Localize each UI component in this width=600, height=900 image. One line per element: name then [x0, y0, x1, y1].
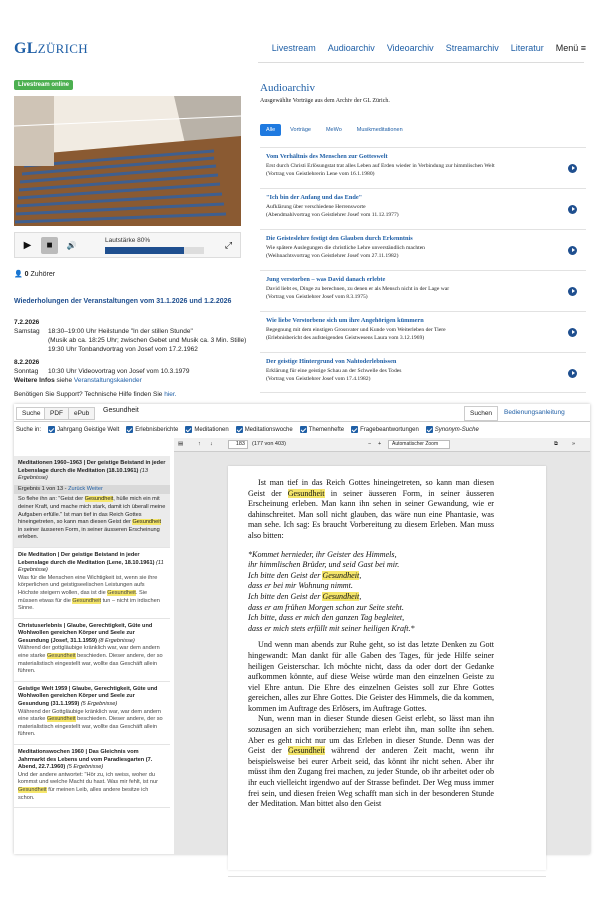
schedule-line: (Musik ab ca. 18:25 Uhr; zwischen Gebet und Musik ca. 3 Min. Stille) — [48, 337, 247, 344]
snippet-text: , hülle mich ein mit deiner Kraft, und mache mich stark, damit ich überall meine Aufgaben erfülle." Ist man tief in das Reich Gottes hineingetreten, so kann man diesen Geist der — [18, 496, 166, 526]
play-icon[interactable] — [568, 246, 577, 255]
text-highlight: Gesundheit — [287, 488, 325, 498]
filter-musikmeditationen[interactable]: Musikmeditationen — [356, 127, 403, 133]
snippet-highlight: Gesundheit — [46, 653, 76, 660]
next-page-icon[interactable]: ↓ — [210, 441, 213, 447]
result-snippet — [18, 575, 166, 613]
schedule-line: 19:30 Uhr Tonbandvortrag von Josef vom 17.2.1962 — [48, 346, 198, 353]
scope-option-label: Synonym-Suche — [434, 426, 479, 433]
scope-option[interactable] — [300, 426, 344, 433]
volume-label: Lautstärke 80% — [105, 237, 151, 244]
volume-fill — [105, 247, 184, 254]
verse-line — [248, 571, 494, 582]
info-prefix: Weitere Infos — [14, 377, 55, 384]
result-title[interactable] — [18, 686, 166, 709]
listener-count — [14, 270, 55, 278]
repeats-heading: Wiederholungen der Veranstaltungen vom 31.1.2026 und 1.2.2026 — [14, 298, 232, 305]
talk-title[interactable]: "Ich bin der Anfang und das Ende" — [266, 194, 363, 201]
talk-item[interactable] — [260, 188, 586, 229]
pdf-page — [228, 466, 546, 870]
pdf-toolbar — [174, 438, 590, 452]
talk-meta: (Vortrag von Geistlehrer Josef vom 17.4.1982) — [266, 376, 371, 382]
verse-line: dass er mich stets erfüllt mit seiner heiligen Kraft.* — [248, 623, 415, 633]
verse-line: *Kommet hernieder, ihr Geister des Himmels, — [248, 549, 397, 559]
talk-description: Erklärung für eine geistige Schau an der Schwelle des Todes — [266, 368, 402, 374]
snippet-highlight: Gesundheit — [84, 496, 114, 503]
result-title-text: Die Meditation | Der geistige Beistand in jeder Lebenslage durch die Meditation (Lene, 18.10.1961) — [18, 551, 155, 566]
snippet-text: . Sie müssen etwas für die — [18, 589, 148, 604]
talk-meta: (Vortrag von Geistlehrer Josef vom 8.3.1975) — [266, 294, 368, 300]
snippet-text: für meinen Leib, alles andere besitze ich schon. — [18, 786, 149, 801]
talk-item[interactable] — [260, 311, 586, 352]
talk-title[interactable]: Die Geisteslehre festigt den Glauben durch Erkenntnis — [266, 235, 413, 242]
pdf-viewer — [174, 438, 590, 854]
search-bar — [14, 404, 590, 422]
audioarchiv-title: Audioarchiv — [260, 82, 315, 94]
result-navigation — [14, 485, 170, 495]
talk-list — [260, 147, 586, 393]
stop-button[interactable]: ■ — [41, 237, 58, 254]
more-tools-icon[interactable]: » — [572, 441, 576, 447]
result-title[interactable] — [18, 749, 166, 772]
verse-line: Ich bitte, dass er mich den ganzen Tag begleitet, — [248, 613, 405, 623]
scope-option[interactable] — [185, 426, 228, 433]
text-run: in seiner äusseren Form, in seiner äusseren Erscheinung erleben. Man kann ihn sehen in seiner Gewandung, wie er dahinschreitet. Man soll nicht glauben, das wäre nun eine Phantasie, was man sehe. Ich sag: Es braucht Vorbereitung zu diesem Erleben. Man muss also bitten: — [248, 488, 494, 540]
checkbox-icon[interactable] — [126, 426, 133, 433]
result-item[interactable] — [14, 745, 170, 808]
result-snippet — [18, 496, 166, 542]
text-run: Ich bitte den Geist der — [248, 570, 321, 580]
result-title[interactable] — [18, 552, 166, 575]
audio-player — [14, 232, 241, 258]
snippet-highlight: Gesundheit — [18, 786, 47, 793]
talk-item[interactable] — [260, 147, 586, 188]
help-text: Benötigen Sie Support? Technische Hilfe finden Sie — [14, 391, 163, 398]
scope-option-label: Jahrgang Geistige Welt — [57, 426, 120, 433]
talk-description: Wie spätere Auslegungen die christliche Lehre unverständlich machten — [266, 245, 425, 251]
present-mode-icon[interactable]: ⧉ — [554, 441, 558, 447]
auditorium-photo — [14, 96, 241, 226]
search-panel — [14, 404, 590, 854]
nav-videoarchiv[interactable]: Videoarchiv — [386, 43, 434, 53]
header-divider — [258, 62, 584, 63]
talk-description: Begegnung mit dem einstigen Grossvater und Kunde vom Weiterleben der Tiere — [266, 327, 446, 333]
snippet-text: in seiner äusseren Form, in seiner äusseren Erscheinung erleben. — [18, 526, 160, 541]
scope-option[interactable] — [126, 426, 178, 433]
nav-streamarchiv[interactable]: Streamarchiv — [445, 43, 499, 53]
page-number-input[interactable]: 183 — [228, 440, 248, 449]
scope-option-label: Meditationswoche — [244, 426, 293, 433]
result-snippet — [18, 709, 166, 739]
search-input[interactable]: Gesundheit — [103, 407, 139, 414]
talk-title[interactable]: Vom Verhältnis des Menschen zur Gotteswelt — [266, 153, 388, 160]
tab-pdf[interactable]: PDF — [44, 407, 69, 420]
checkbox-icon[interactable] — [48, 426, 55, 433]
snippet-text: Was für die Menschen eine Wichtigkeit ist, wenn sie ihre körperlichen und geistigseelischen Leistungen aufs Höchste steigern wollen, das ist die — [18, 574, 158, 596]
zoom-in-icon[interactable]: + — [378, 441, 382, 447]
verse-line — [248, 592, 494, 603]
result-snippet — [18, 645, 166, 675]
logo-gl: GL — [14, 40, 38, 57]
livestream-status-badge: Livestream online — [14, 80, 73, 90]
schedule-lines — [48, 327, 246, 354]
scope-option[interactable] — [351, 426, 419, 433]
checkbox-icon[interactable] — [426, 426, 433, 433]
talk-meta: (Weihnachtsvortrag von Geistlehrer Josef vom 27.11.1982) — [266, 253, 399, 259]
volume-slider[interactable] — [105, 247, 204, 254]
play-icon[interactable] — [568, 287, 577, 296]
snippet-text: tun – nicht im irdischen Sinne. — [18, 597, 160, 612]
text-run: Ist man tief in das Reich Gottes hineingetreten, so kann man diesen Geist der — [248, 478, 494, 498]
site-logo[interactable] — [14, 40, 88, 58]
text-run: Ich bitte den Geist der — [248, 591, 321, 601]
text-run: während der anderen Zeit macht, wenn ihr beispielsweise bei eurer Arbeit seid, das könnt ihr nicht sehen. Aber ihr müsst ihm den Zugang frei machen, zu jeder Stunde, ob ihr arbeitet oder ob ihr euch vielleicht irgendwo auf der Strasse befindet. Der Weg muss immer frei sein, und diesen freien Weg schafft man sich in der besonderen Stunde der Meditation. Man bittet also den Geist — [248, 746, 494, 809]
scope-option-label: Meditationen — [194, 426, 229, 433]
checkbox-icon[interactable] — [351, 426, 358, 433]
text-highlight: Gesundheit — [322, 591, 360, 601]
help-link[interactable]: hier. — [164, 391, 177, 398]
snippet-highlight: Gesundheit — [72, 597, 102, 604]
paragraph — [248, 478, 494, 542]
talk-meta: (Vortrag von Geistlehrerin Lene vom 16.1.1980) — [266, 171, 375, 177]
snippet-highlight: Gesundheit — [107, 589, 136, 596]
logo-city: ZÜRICH — [37, 41, 88, 56]
search-scope — [16, 426, 479, 433]
paragraph — [248, 714, 494, 809]
schedule-date: 8.2.2026 — [14, 359, 40, 366]
verse-line: dass er bei mir Wohnung nimmt. — [248, 581, 353, 591]
filter-alle[interactable]: Alle — [260, 124, 281, 136]
sidebar-toggle-icon[interactable]: ▤ — [178, 441, 184, 447]
result-back-link[interactable]: Zurück — [68, 485, 86, 492]
fullscreen-icon[interactable]: ⤢ — [224, 240, 233, 250]
talk-title[interactable]: Wie liebe Verstorbene sich um ihre Angehörigen kümmern — [266, 317, 424, 324]
talk-meta: (Erlebnisbericht des aufsteigenden Geistwesens Laura vom 3.12.1969) — [266, 335, 425, 341]
paragraph: Und wenn man abends zur Ruhe geht, so ist das letzte Denken zu Gott hingewandt: Man dankt für alle Gaben des Tages, für jede Hilfe seiner heiligen Geisterschar. Ich möchte nicht, dass da oder dort der Gedanke aufkommen könnte, auf diese Weise würde man den einzelnen Geiste zu viel Ehre antun. Die Ehre des einzelnen Geistes soll zur Ehre Gottes gereichen, alles zur Ehre Gottes. Die Geister des Himmels, die da kommen, kommen im Auftrage des Erlösers, im Auftrage Gottes. — [248, 640, 494, 713]
talk-item[interactable] — [260, 352, 586, 393]
scope-label: Suche in: — [16, 426, 42, 433]
snippet-text: Während der Gottgläubige kränklich war, war dem andern eine starke — [18, 708, 162, 723]
zoom-select[interactable]: Automatischer Zoom — [388, 440, 450, 449]
schedule-line: 10:30 Uhr Videovortrag von Josef vom 10.3.1979 — [48, 368, 190, 375]
scope-option-label: Fragebeantwortungen — [360, 426, 419, 433]
search-button[interactable]: Suchen — [464, 406, 498, 421]
schedule-row — [14, 327, 250, 354]
scope-option-label: Erlebnisberichte — [135, 426, 179, 433]
text-highlight: Gesundheit — [322, 570, 360, 580]
info-mid: siehe — [56, 377, 73, 384]
snippet-text: beschieden. Dieser andere, der so materialistisch eingestellt war, wollte das Geschäft allein führen. — [18, 716, 163, 738]
scope-option-label: Themenhefte — [308, 426, 345, 433]
site-header — [0, 0, 600, 62]
info-line — [14, 377, 142, 384]
help-manual-link[interactable]: Bedienungsanleitung — [504, 409, 565, 416]
filter-mewo[interactable]: MeWo — [325, 127, 342, 133]
nav-livestream[interactable]: Livestream — [271, 43, 316, 53]
text-run: , — [359, 591, 362, 601]
snippet-highlight: Gesundheit — [46, 716, 76, 723]
result-title[interactable] — [18, 623, 166, 646]
result-count: (5 Ergebnisse) — [80, 701, 118, 708]
text-run: , — [359, 570, 362, 580]
talk-item[interactable] — [260, 229, 586, 270]
prev-page-icon[interactable]: ↑ — [198, 441, 201, 447]
talk-title[interactable]: Jung verstorben – was David danach erlebte — [266, 276, 386, 283]
result-count: (13 Ergebnisse) — [18, 467, 148, 482]
schedule-line: 18:30–19:00 Uhr Heilstunde "In der stillen Stunde" — [48, 328, 193, 335]
result-title-text: Christuserlebnis | Glaube, Gerechtigkeit, Güte und Wohlwollen gereichen Körper und Seele zur Gesundung (Josef, 31.1.1959) — [18, 622, 153, 644]
talk-meta: (Abendmahlvortrag von Geistlehrer Josef vom 11.12.1977) — [266, 212, 399, 218]
zoom-out-icon[interactable]: − — [368, 441, 372, 447]
checkbox-icon[interactable] — [236, 426, 243, 433]
snippet-text: So flehe ihn an: "Geist der — [18, 496, 84, 503]
help-line — [14, 391, 177, 398]
text-highlight: Gesundheit — [287, 746, 325, 756]
main-nav — [272, 43, 586, 53]
result-count: (11 Ergebnisse) — [18, 559, 164, 574]
user-icon: 👤 — [14, 271, 23, 278]
scope-option[interactable] — [236, 426, 293, 433]
verse-line: ihr himmlischen Brüder, und seid Gast bei mir. — [248, 560, 400, 570]
result-item[interactable] — [14, 682, 170, 745]
nav-audioarchiv[interactable]: Audioarchiv — [327, 43, 375, 53]
schedule-row — [14, 367, 250, 376]
text-run: Nun, wenn man in dieser Stunde diesen Geist erlebt, so lässt man ihn sozusagen an sich vorüberziehen; man erlebt ihn, man sollte ihn sehen. Aber es geht nicht nur um das Erleben in dieser Stunde. Denn was der Geist der — [248, 714, 494, 756]
repeats-schedule — [14, 314, 250, 376]
tab-suche[interactable]: Suche — [16, 407, 46, 420]
result-item[interactable] — [14, 619, 170, 682]
talk-description: David liebt es, Dinge zu berechnen, zu denen er als Mensch nicht in der Lage war — [266, 286, 450, 292]
tab-epub[interactable]: ePub — [68, 407, 95, 420]
snippet-text: Während der gottgläubige kränklich war, war dem andern eine starke — [18, 645, 160, 660]
result-snippet — [18, 772, 166, 802]
result-position: Ergebnis 1 von 13 - — [18, 485, 67, 492]
play-icon[interactable] — [568, 369, 577, 378]
snippet-text: beschieden. Dieser andere, der so materialistisch eingestellt war, wollte das Geschäft allein führen. — [18, 653, 163, 675]
search-results — [14, 456, 170, 854]
filter-vortraege[interactable]: Vorträge — [290, 127, 311, 133]
schedule-day: Samstag — [14, 328, 40, 335]
nav-literatur[interactable]: Literatur — [510, 43, 544, 53]
result-item[interactable] — [14, 548, 170, 619]
result-title-text: Meditationswochen 1960 | Das Gleichnis vom Jahrmarkt des Lebens und vom Paradiesgarten (7. Abend, 22.7.1960) — [18, 749, 153, 771]
listener-label: Zuhörer — [30, 271, 56, 278]
schedule-day: Sonntag — [14, 368, 39, 375]
verse-line: dass er am frühen Morgen schon zur Seite steht. — [248, 602, 404, 612]
pdf-next-page — [228, 876, 546, 896]
result-title-text: Geistige Welt 1959 | Glaube, Gerechtigkeit, Güte und Wohlwollen gereichen Körper und Seele zur Gesundung (31.1.1959) — [18, 685, 158, 708]
result-count: (8 Ergebnisse) — [98, 637, 135, 644]
snippet-text: Und der andere antwortet: "Hör zu, ich weiss, woher du kommst und welche Macht du hast. Was mir fehlt, ist nur — [18, 771, 158, 786]
result-item[interactable] — [14, 456, 170, 548]
listener-number: 0 — [24, 271, 29, 278]
play-icon[interactable] — [568, 164, 577, 173]
checkbox-icon[interactable] — [185, 426, 192, 433]
page-count: (177 von 403) — [252, 441, 286, 447]
audioarchiv-filters — [260, 124, 409, 136]
calendar-link[interactable]: Veranstaltungskalender — [73, 377, 142, 384]
result-next-link[interactable]: Weiter — [86, 485, 103, 492]
result-count: (5 Ergebnisse) — [66, 764, 104, 771]
play-button[interactable]: ▶ — [23, 240, 32, 251]
talk-description: Aufklärung über verschiedene Herrensworte — [266, 204, 366, 210]
snippet-highlight: Gesundheit — [132, 519, 162, 526]
prayer-verse — [248, 550, 494, 635]
audioarchiv-subtitle: Ausgewählte Vorträge aus dem Archiv der GL Zürich. — [260, 98, 390, 104]
mute-button[interactable]: 🔊 — [66, 241, 77, 250]
scope-option[interactable] — [48, 426, 119, 433]
talk-title[interactable]: Der geistige Hintergrund von Nahtoderlebnissen — [266, 358, 397, 365]
pdf-page-text — [248, 478, 494, 810]
scope-option[interactable] — [426, 426, 479, 433]
checkbox-icon[interactable] — [300, 426, 307, 433]
menu-button[interactable]: Menü ≡ — [555, 43, 586, 53]
play-icon[interactable] — [568, 328, 577, 337]
talk-item[interactable] — [260, 270, 586, 311]
schedule-date: 7.2.2026 — [14, 319, 40, 326]
result-title-text: Meditationen 1960–1963 | Der geistige Beistand in jeder Lebenslage durch die Meditation (18.10.1961) — [18, 460, 166, 474]
play-icon[interactable] — [568, 205, 577, 214]
talk-description: Erst durch Christi Erlösungstat trat alles Leben auf Erden wieder in Verbindung zur himmlischen Welt — [266, 163, 495, 169]
result-title[interactable] — [18, 460, 166, 483]
